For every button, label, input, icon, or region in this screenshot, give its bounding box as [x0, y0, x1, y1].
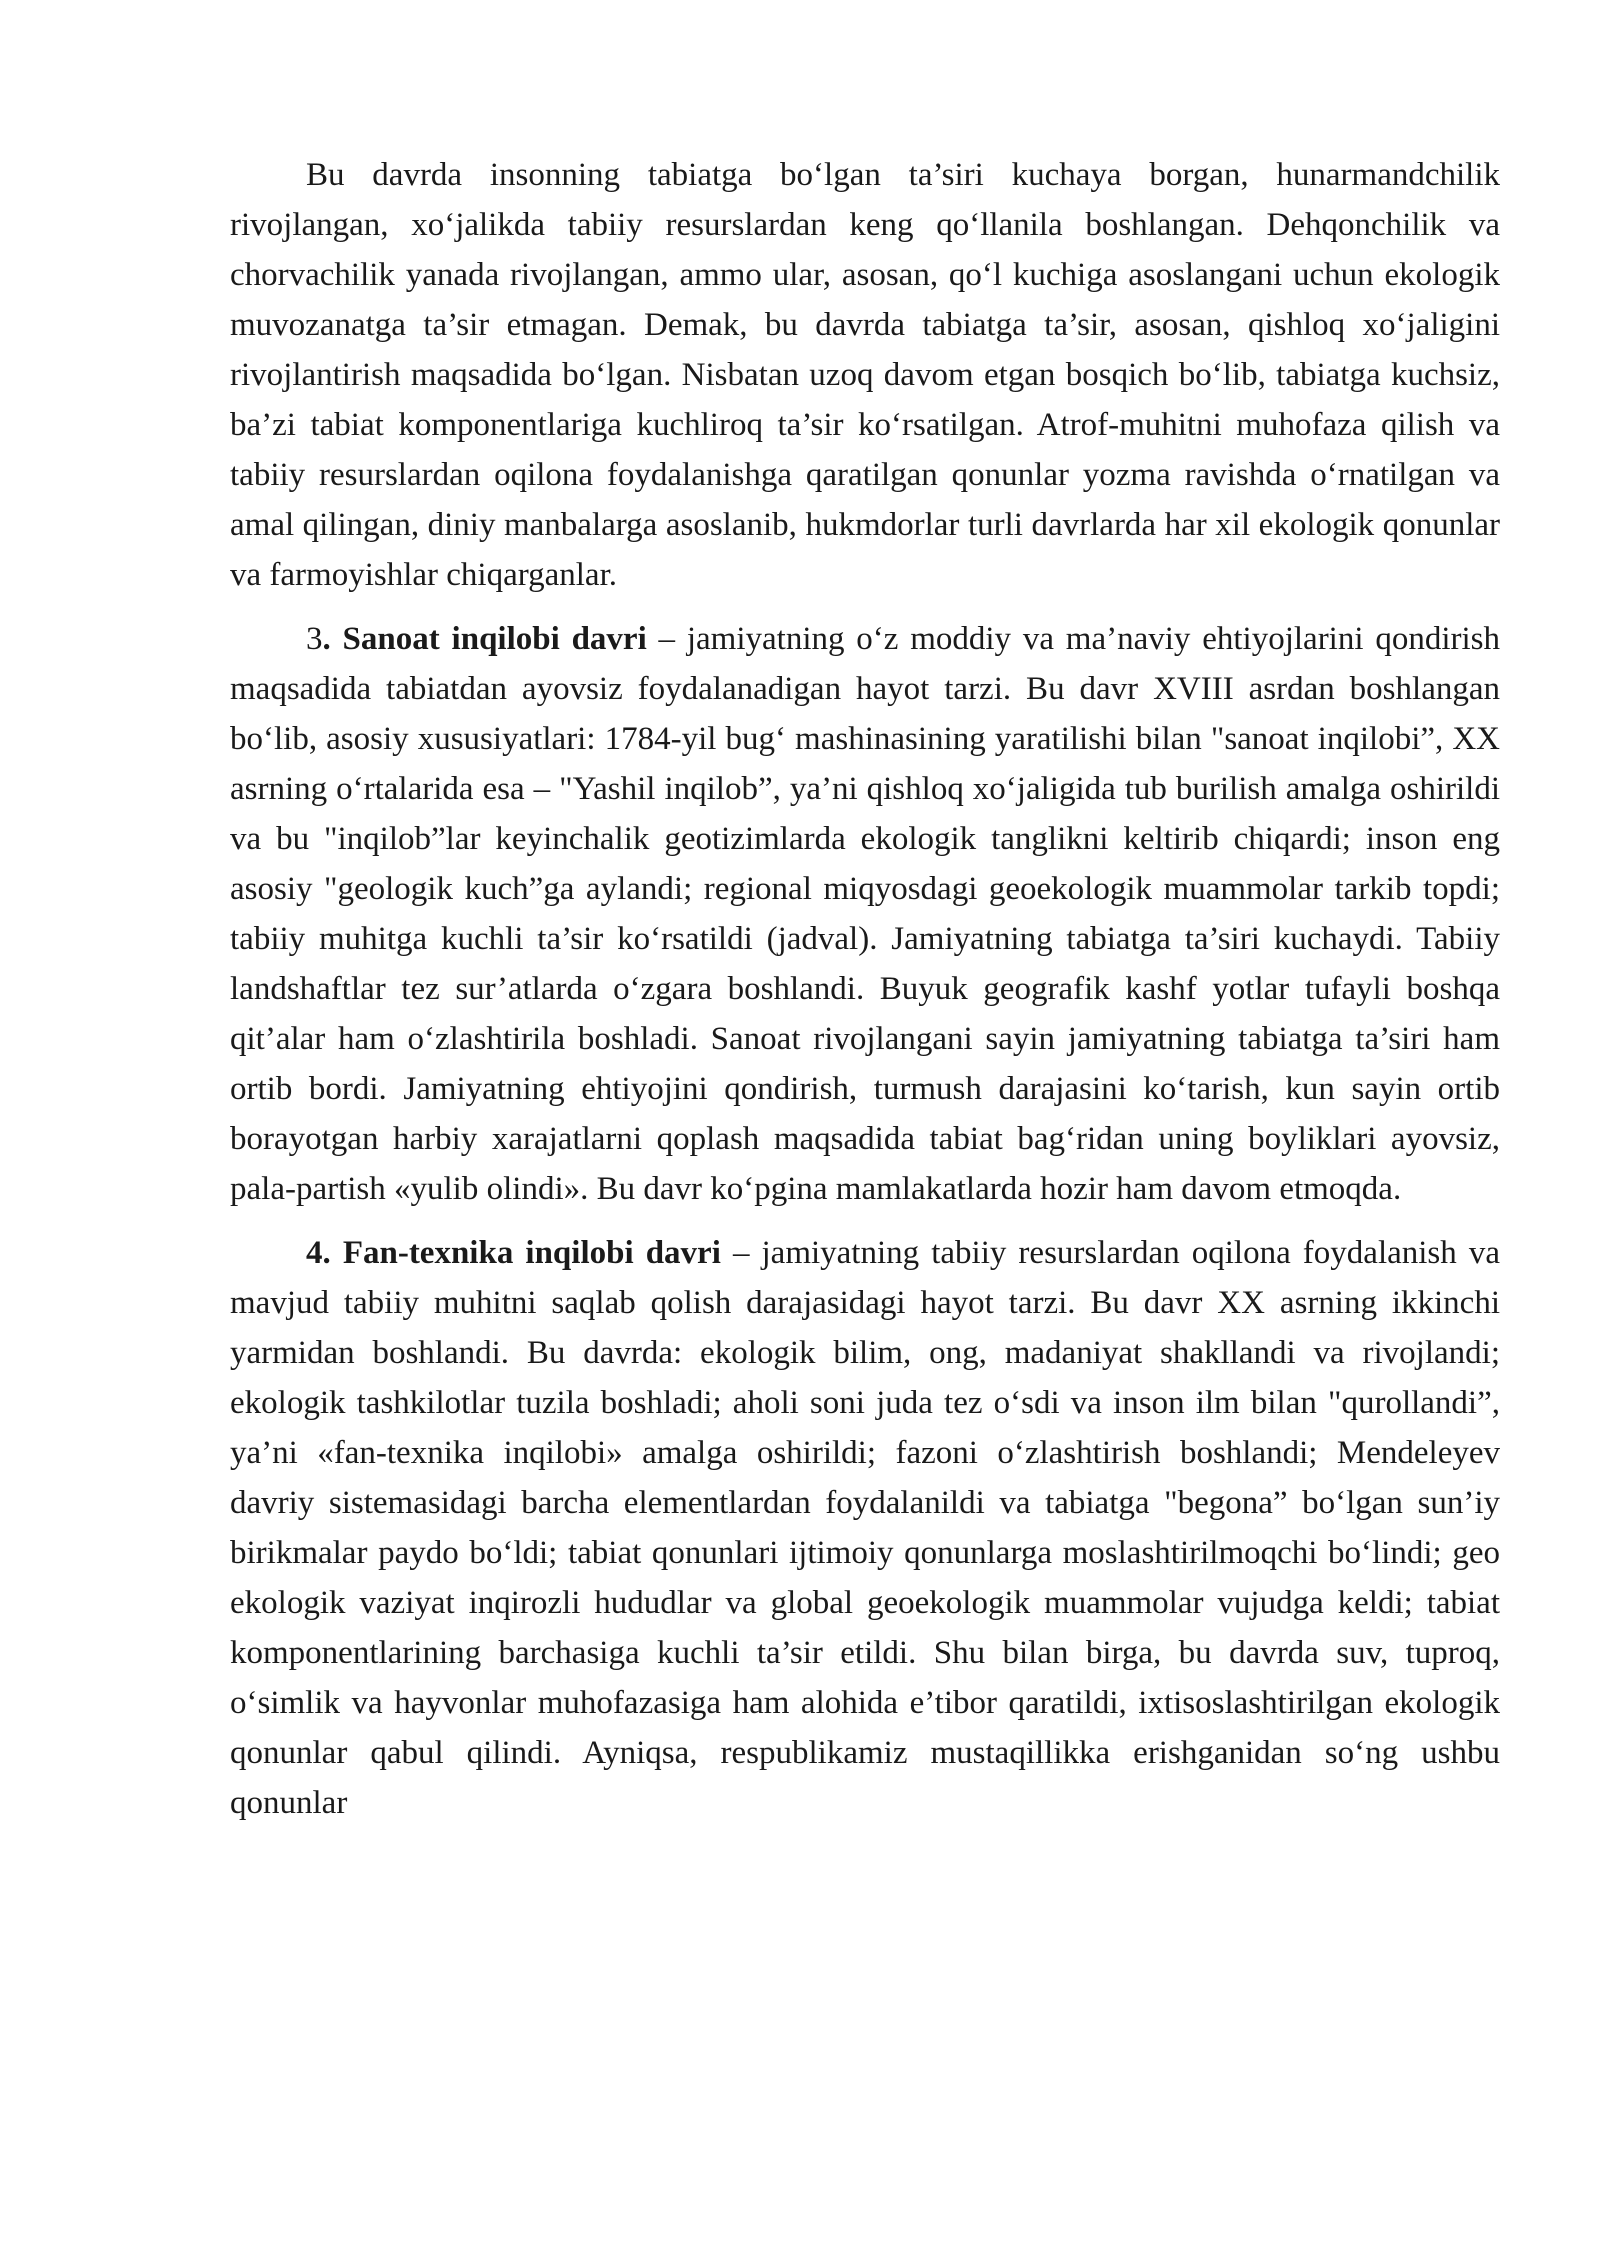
section-number: 3: [306, 621, 323, 657]
section-heading: 4. Fan-texnika inqilobi davri: [306, 1235, 721, 1271]
document-page: [230, 150, 1500, 1842]
paragraph-text: Bu davrda insonning tabiatga bo‘lgan ta’siri kuchaya borgan, hunarmandchilik rivojlangan, xo‘jalikda tabiiy resurslardan keng qo‘llanila boshlangan. Dehqonchilik va chorvachilik yanada rivojlangan, ammo ular, asosan, qo‘l kuchiga asoslangani uchun ekologik muvozanatga ta’sir etmagan. Demak, bu davrda tabiatga ta’sir, asosan, qishloq xo‘jaligini rivojlantirish maqsadida bo‘lgan. Nisbatan uzoq davom etgan bosqich bo‘lib, tabiatga kuchsiz, ba’zi tabiat komponentlariga kuchliroq ta’sir ko‘rsatilgan. Atrof-muhitni muhofaza qilish va tabiiy resurslardan oqilona foydalanishga qaratilgan qonunlar yozma ravishda o‘rnatilgan va amal qilingan, diniy manbalarga asoslanib, hukmdorlar turli davrlarda har xil ekologik qonunlar va farmoyishlar chiqarganlar.: [230, 157, 1500, 593]
paragraph-text: – jamiyatning o‘z moddiy va ma’naviy ehtiyojlarini qondirish maqsadida tabiatdan ayovsiz foydalanadigan hayot tarzi. Bu davr XVIII asrdan boshlangan bo‘lib, asosiy xususiyatlari: 1784-yil bug‘ mashinasining yaratilishi bilan "sanoat inqilobi”, XX asrning o‘rtalarida esa – "Yashil inqilob”, ya’ni qishloq xo‘jaligida tub burilish amalga oshirildi va bu "inqilob”lar keyinchalik geotizimlarda ekologik tanglikni keltirib chiqardi; inson eng asosiy "geologik kuch”ga aylandi; regional miqyosdagi geoekologik muammolar tarkib topdi; tabiiy muhitga kuchli ta’sir ko‘rsatildi (jadval). Jamiyatning tabiatga ta’siri kuchaydi. Tabiiy landshaftlar tez sur’atlarda o‘zgara boshlandi. Buyuk geografik kashf yotlar tufayli boshqa qit’alar ham o‘zlashtirila boshladi. Sanoat rivojlangani sayin jamiyatning tabiatga ta’siri ham ortib bordi. Jamiyatning ehtiyojini qondirish, turmush darajasini ko‘tarish, kun sayin ortib borayotgan harbiy xarajatlarni qoplash maqsadida tabiat bag‘ridan uning boyliklari ayovsiz, pala-partish «yulib olindi». Bu davr ko‘pgina mamlakatlarda hozir ham davom etmoqda.: [230, 621, 1500, 1207]
paragraph-ancient-period: [230, 150, 1500, 600]
section-heading: . Sanoat inqilobi davri: [322, 621, 647, 657]
paragraph-industrial-revolution: [230, 614, 1500, 1214]
paragraph-text: – jamiyatning tabiiy resurslardan oqilona foydalanish va mavjud tabiiy muhitni saqlab qolish darajasidagi hayot tarzi. Bu davr XX asrning ikkinchi yarmidan boshlandi. Bu davrda: ekologik bilim, ong, madaniyat shakllandi va rivojlandi; ekologik tashkilotlar tuzila boshladi; aholi soni juda tez o‘sdi va inson ilm bilan "qurollandi”, ya’ni «fan-texnika inqilobi» amalga oshirildi; fazoni o‘zlashtirish boshlandi; Mendeleyev davriy sistemasidagi barcha elementlardan foydalanildi va tabiatga "begona” bo‘lgan sun’iy birikmalar paydo bo‘ldi; tabiat qonunlari ijtimoiy qonunlarga moslashtirilmoqchi bo‘lindi; geo ekologik vaziyat inqirozli hududlar va global geoekologik muammolar vujudga keldi; tabiat komponentlarining barchasiga kuchli ta’sir etildi. Shu bilan birga, bu davrda suv, tuproq, o‘simlik va hayvonlar muhofazasiga ham alohida e’tibor qaratildi, ixtisoslashtirilgan ekologik qonunlar qabul qilindi. Ayniqsa, respublikamiz mustaqillikka erishganidan so‘ng ushbu qonunlar: [230, 1235, 1500, 1821]
paragraph-scientific-revolution: [230, 1228, 1500, 1828]
